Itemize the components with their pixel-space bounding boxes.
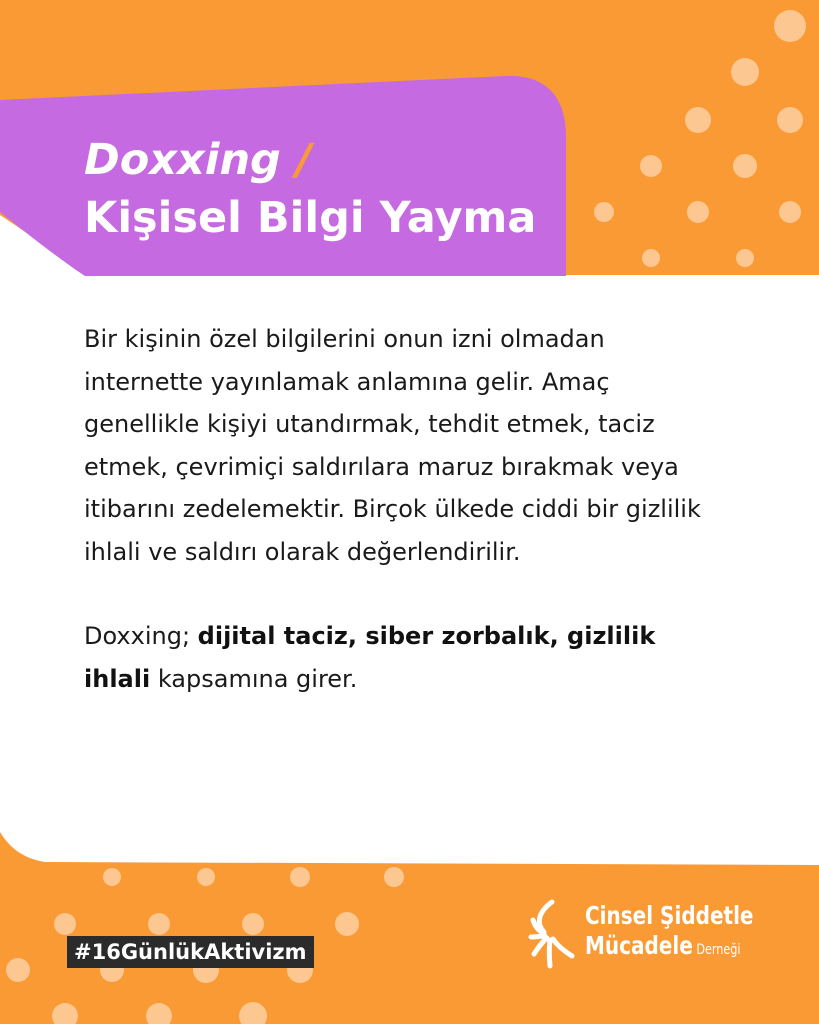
body-text — [84, 318, 724, 700]
title-line-2: Kişisel Bilgi Yayma — [84, 193, 537, 243]
title-slash: / — [280, 135, 312, 185]
hashtag-badge: #16GünlükAktivizm — [67, 936, 314, 968]
logo-text-line-1: Cinsel Şiddetle — [585, 901, 754, 930]
title-block — [84, 132, 536, 248]
description-paragraph: Bir kişinin özel bilgilerini onun izni olmadan internette yayınlamak anlamına gelir. Amaç genellikle kişiyi utandırmak, tehdit etmek, taciz etmek, çevrimiçi saldırılara maruz bırakmak veya itibarını zedelemektir. Birçok ülkede ciddi bir gizlilik ihlali ve saldırı olarak değerlendirilir. — [84, 325, 701, 566]
category-paragraph — [84, 615, 724, 700]
logo-text-line-2 — [585, 930, 741, 966]
title-line-1 — [84, 132, 536, 188]
decorative-dots-top — [594, 10, 806, 267]
category-bold: dijital taciz, siber zorbalık, gizlilik ihlali — [84, 622, 656, 693]
category-prefix: Doxxing; — [84, 622, 198, 650]
organization-logo — [528, 896, 768, 976]
logo-text-small: Derneği — [692, 942, 741, 958]
sunburst-lines-icon — [528, 896, 584, 972]
category-suffix: kapsamına girer. — [150, 664, 358, 693]
logo-text-main: Mücadele — [585, 931, 693, 960]
title-term: Doxxing — [84, 135, 281, 185]
